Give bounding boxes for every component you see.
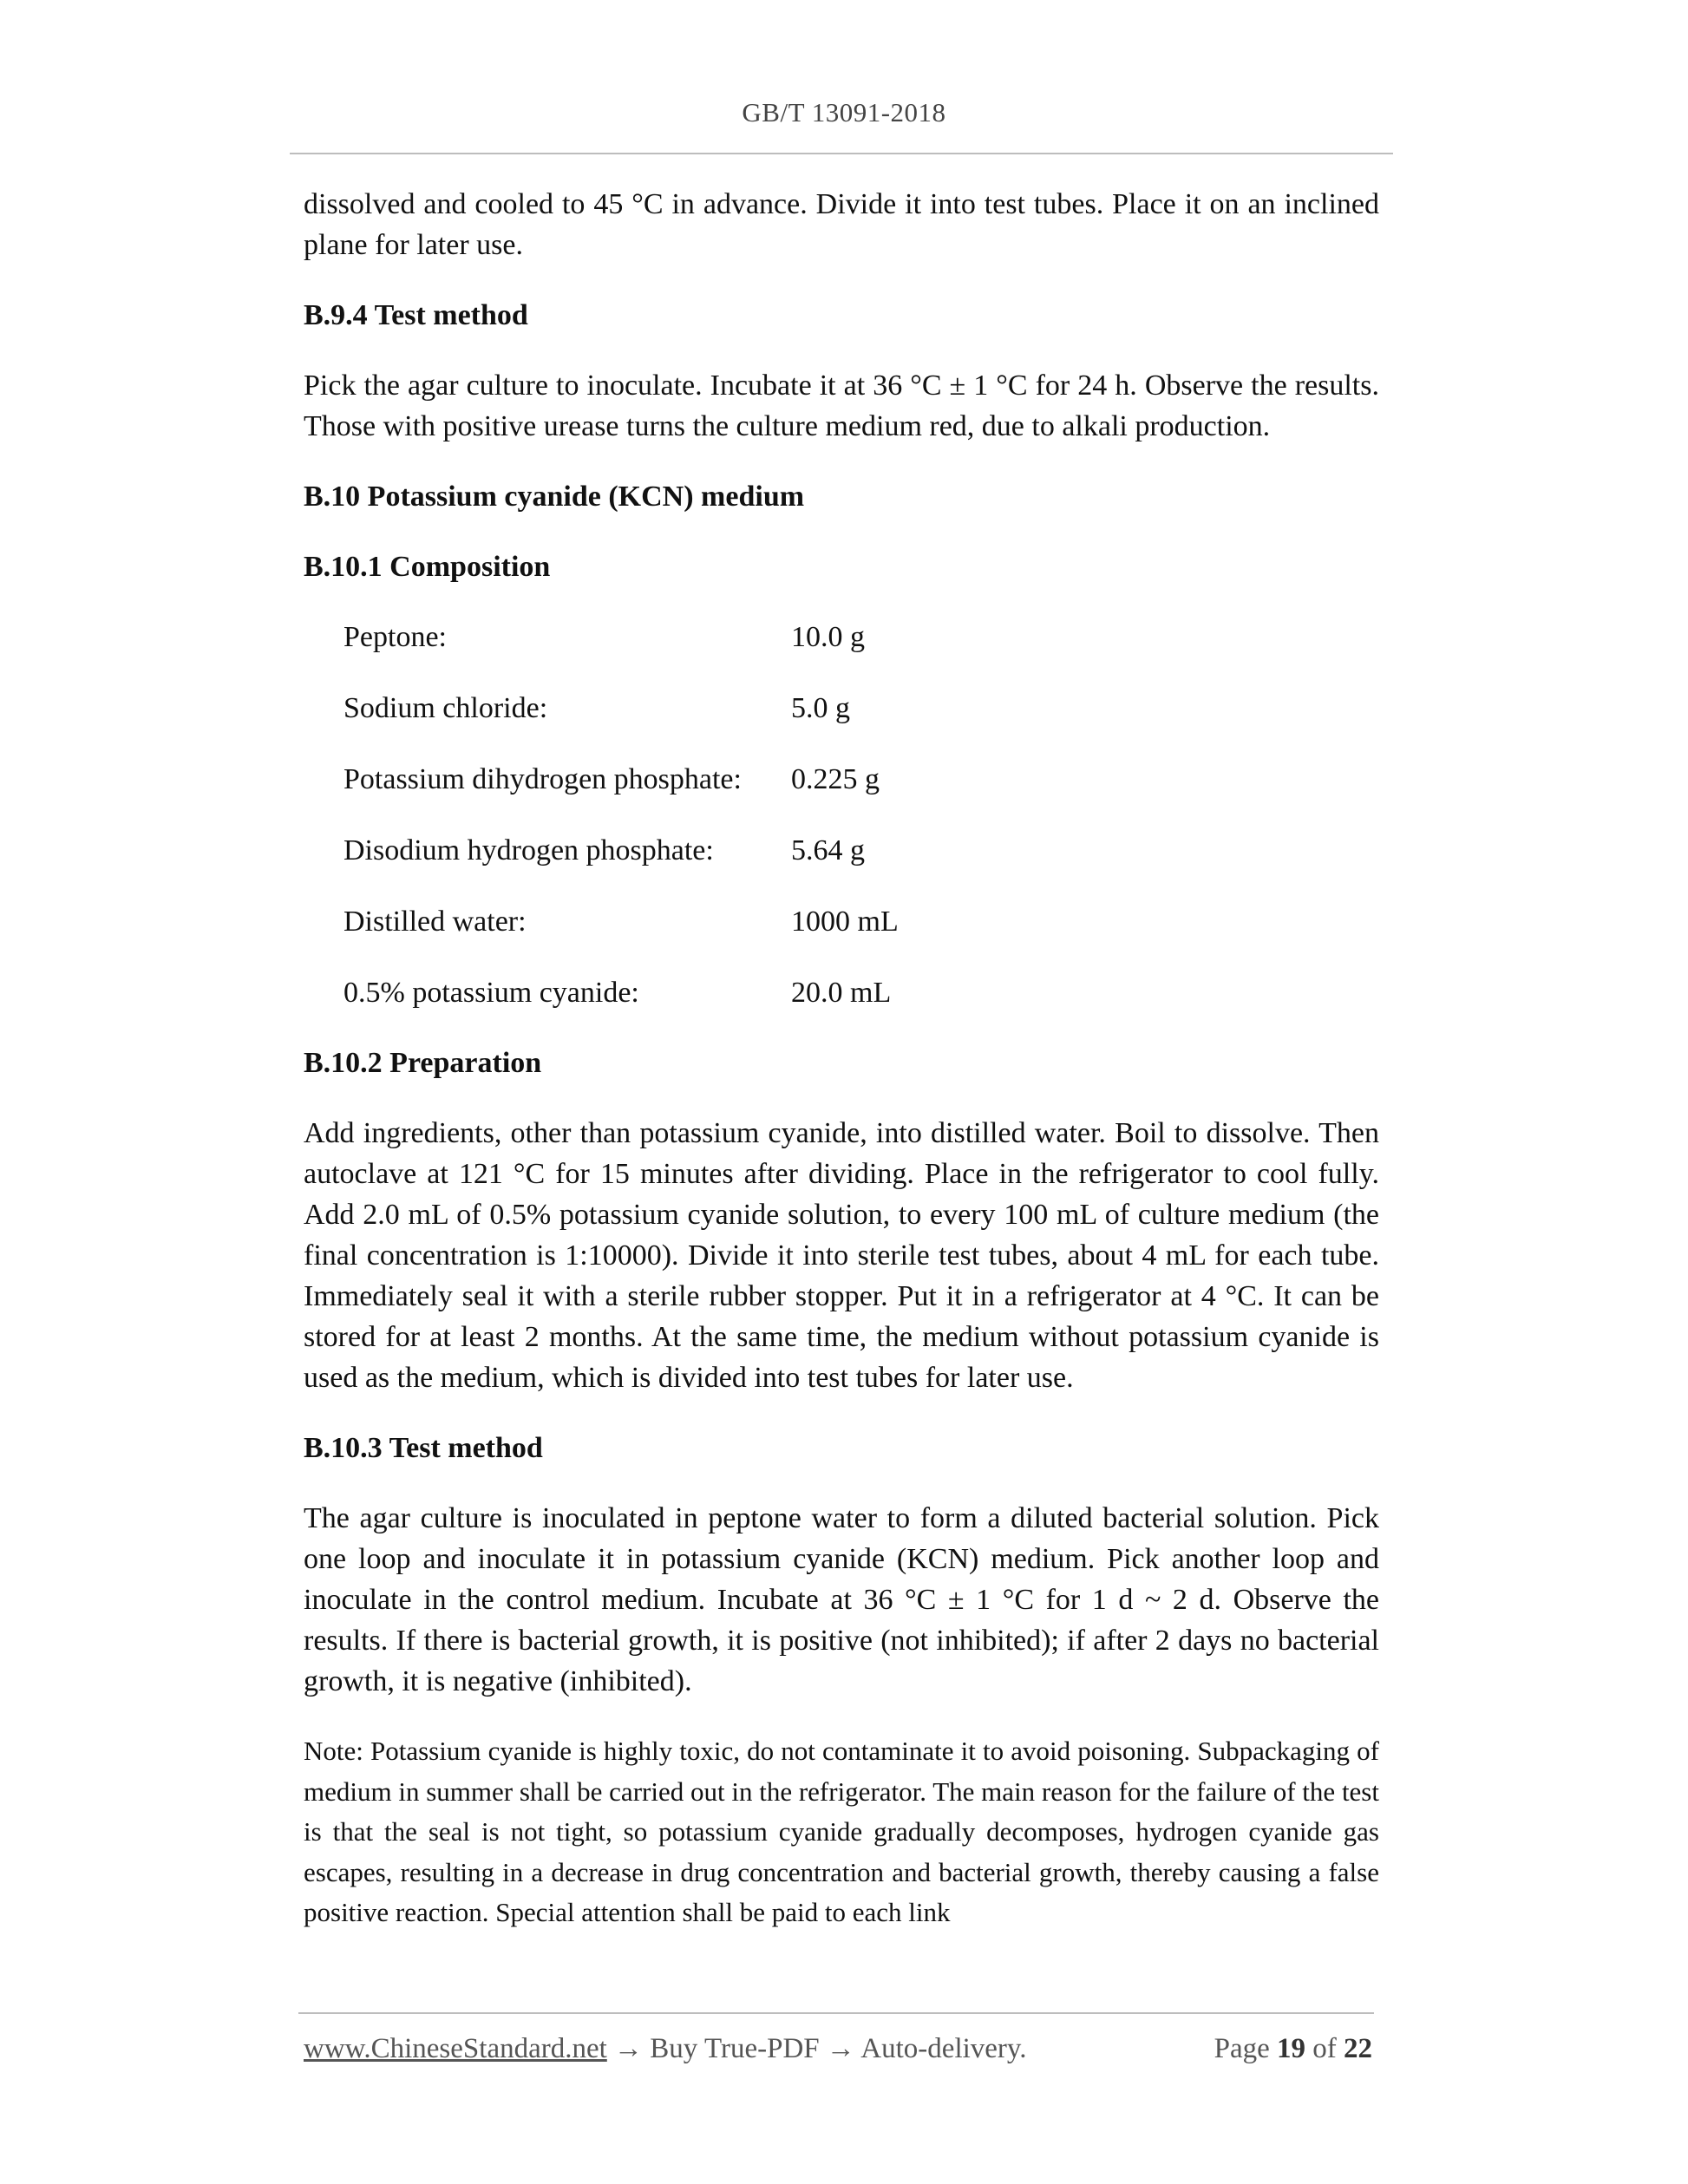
ingredient-amount: 20.0 mL	[791, 977, 892, 1009]
note-paragraph: Note: Potassium cyanide is highly toxic, do not contaminate it to avoid poisoning. Subpackaging of medium in summer shall be carried out in the refrigerator. The main reason for the failure of the test is that the seal is not tight, so potassium cyanide gradually decomposes, hydrogen cyanide gas escapes, resulting in a decrease in drug concentration and bacterial growth, thereby causing a false positive reaction. Special attention shall be paid to each link	[304, 1736, 1379, 1927]
section-heading-b94: B.9.4 Test method	[304, 299, 528, 331]
ingredient-name: Peptone:	[343, 621, 447, 653]
ingredient-amount: 5.0 g	[791, 692, 850, 724]
composition-row	[343, 759, 1379, 830]
footer-divider	[298, 2012, 1374, 2014]
ingredient-name: Sodium chloride:	[343, 692, 548, 724]
page-of: of	[1312, 2033, 1337, 2064]
site-link[interactable]: www.ChineseStandard.net	[304, 2033, 607, 2064]
footer-promo-text: → Buy True-PDF → Auto-delivery.	[606, 2033, 1027, 2064]
page-total: 22	[1344, 2033, 1372, 2064]
footer-promo	[304, 2033, 1027, 2065]
ingredient-name: Potassium dihydrogen phosphate:	[343, 763, 742, 795]
composition-table	[343, 617, 1379, 1013]
document-body	[304, 184, 1379, 1933]
page-label: Page	[1214, 2033, 1270, 2064]
composition-row	[343, 688, 1379, 759]
header-divider	[290, 153, 1393, 154]
composition-row	[343, 617, 1379, 688]
section-heading-b103: B.10.3 Test method	[304, 1432, 543, 1464]
ingredient-amount: 5.64 g	[791, 834, 865, 866]
ingredient-amount: 10.0 g	[791, 621, 865, 653]
composition-row	[343, 972, 1379, 1013]
ingredient-amount: 0.225 g	[791, 763, 880, 795]
section-heading-b10: B.10 Potassium cyanide (KCN) medium	[304, 481, 805, 513]
b103-paragraph: The agar culture is inoculated in peptone water to form a diluted bacterial solution. Pick one loop and inoculate it in potassium cyanide (KCN) medium. Pick another loop and inoculate in the control medium. Incubate at 36 °C ± 1 °C for 1 d ~ 2 d. Observe the results. If there is bacterial growth, it is positive (not inhibited); if after 2 days no bacterial growth, it is negative (inhibited).	[304, 1502, 1379, 1697]
intro-paragraph: dissolved and cooled to 45 °C in advance. Divide it into test tubes. Place it on an inclined plane for later use.	[304, 188, 1379, 261]
section-heading-b101: B.10.1 Composition	[304, 551, 551, 583]
ingredient-name: Distilled water:	[343, 906, 527, 938]
b94-paragraph: Pick the agar culture to inoculate. Incubate it at 36 °C ± 1 °C for 24 h. Observe the results. Those with positive urease turns the culture medium red, due to alkali production.	[304, 369, 1379, 442]
section-heading-b102: B.10.2 Preparation	[304, 1047, 542, 1079]
b102-paragraph: Add ingredients, other than potassium cyanide, into distilled water. Boil to dissolve. Then autoclave at 121 °C for 15 minutes after dividing. Place in the refrigerator to cool fully. Add 2.0 mL of 0.5% potassium cyanide solution, to every 100 mL of culture medium (the final concentration is 1:10000). Divide it into sterile test tubes, about 4 mL for each tube. Immediately seal it with a sterile rubber stopper. Put it in a refrigerator at 4 °C. It can be stored for at least 2 months. At the same time, the medium without potassium cyanide is used as the medium, which is divided into test tubes for later use.	[304, 1117, 1379, 1394]
page-footer	[304, 2033, 1372, 2065]
page-header: GB/T 13091-2018	[742, 97, 946, 128]
ingredient-name: 0.5% potassium cyanide:	[343, 977, 639, 1009]
ingredient-amount: 1000 mL	[791, 906, 899, 938]
page-number	[1214, 2033, 1372, 2065]
ingredient-name: Disodium hydrogen phosphate:	[343, 834, 714, 866]
page-current: 19	[1277, 2033, 1305, 2064]
composition-row	[343, 830, 1379, 901]
composition-row	[343, 901, 1379, 972]
